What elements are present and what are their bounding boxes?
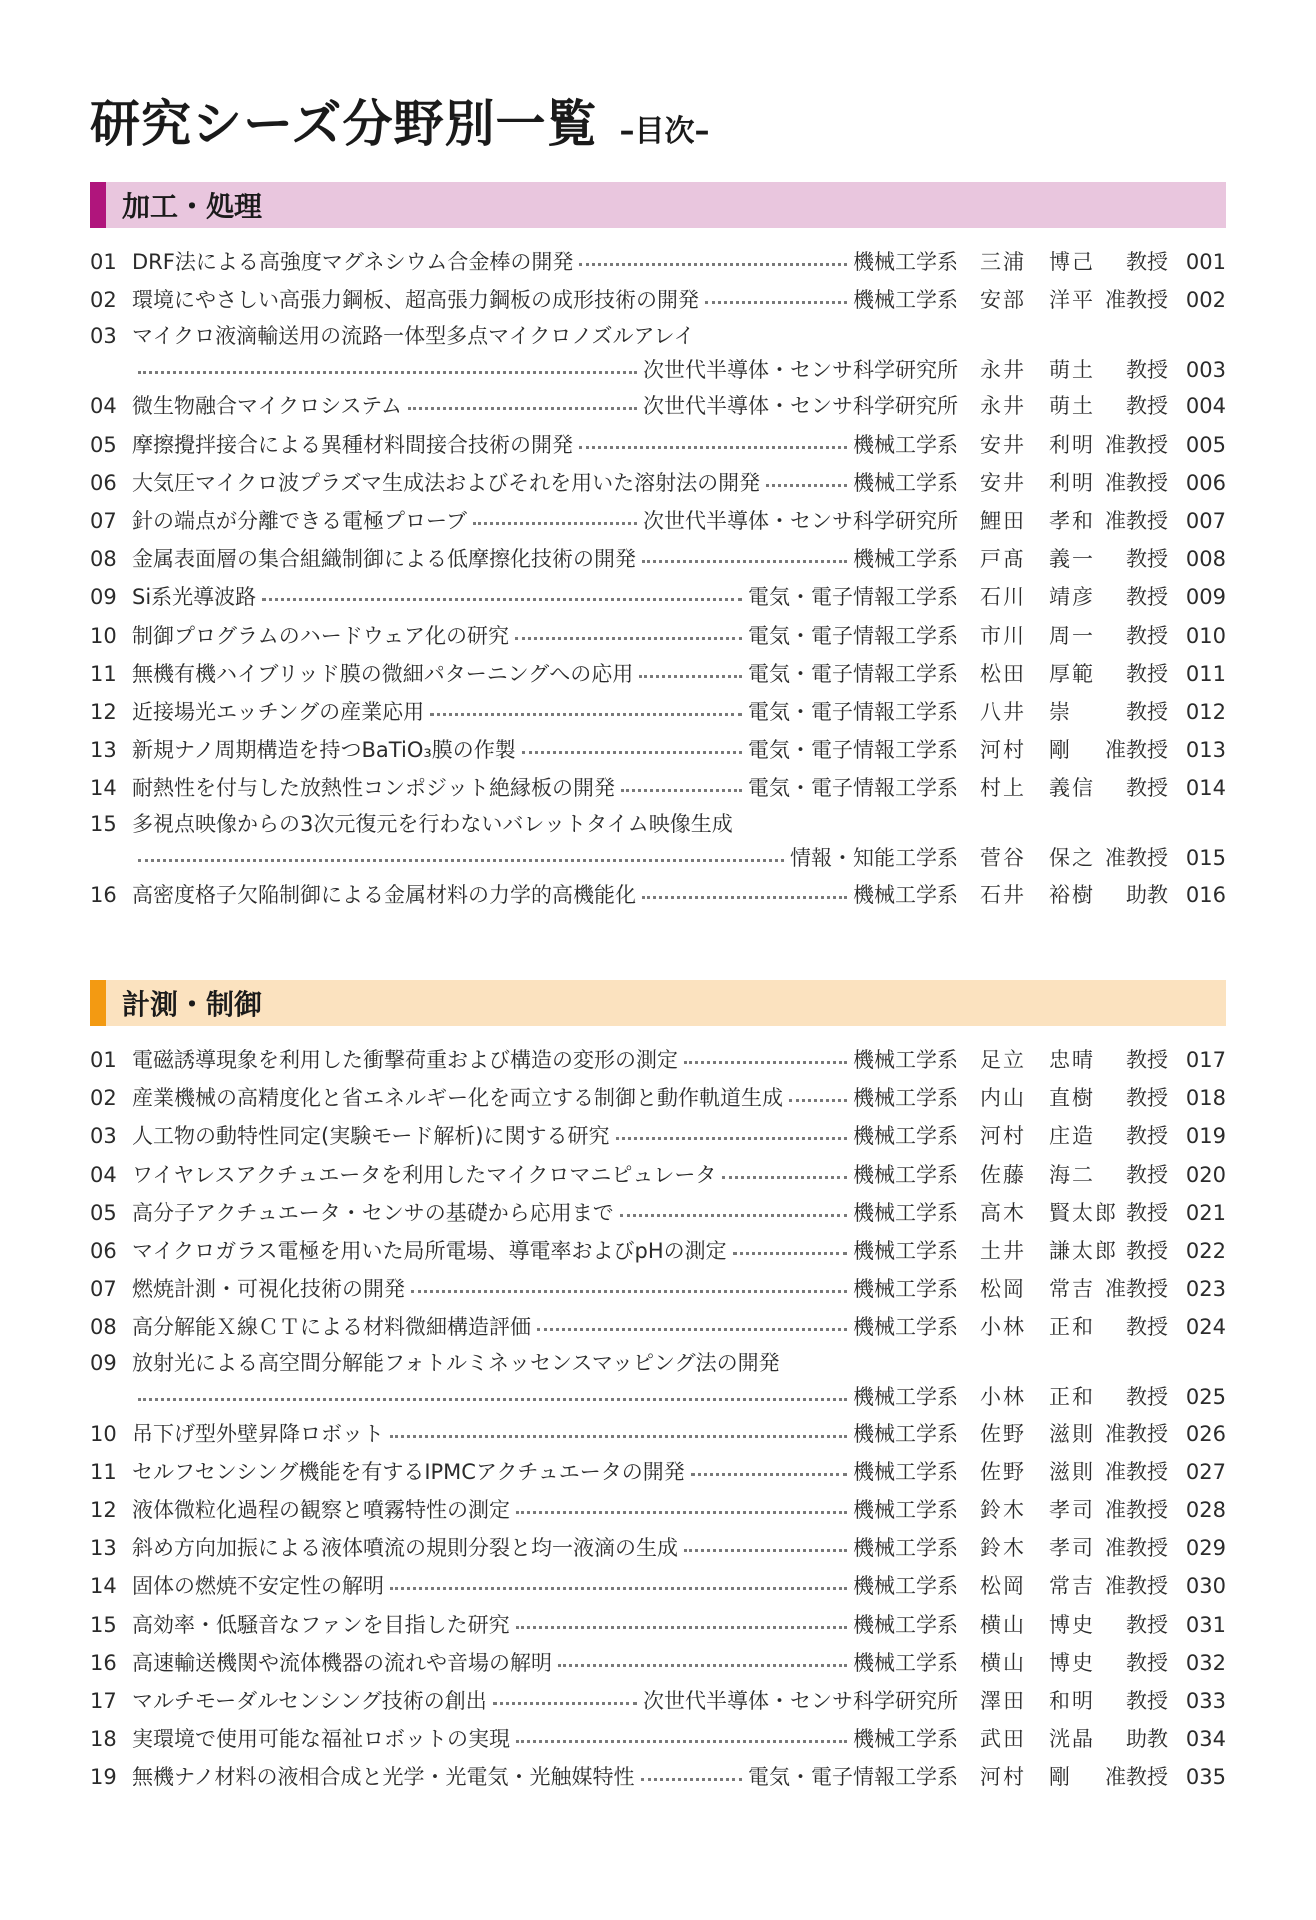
page-subtitle: –目次–: [619, 114, 710, 149]
entry-number: 14: [90, 1574, 117, 1599]
entry-number: 09: [90, 585, 117, 610]
entry-title: 高分解能Ｘ線ＣＴによる材料微細構造評価: [132, 1315, 531, 1340]
page-title: 研究シーズ分野別一覧: [90, 95, 598, 153]
entry-page-number: 034: [1185, 1727, 1226, 1752]
entry-page-number: 013: [1185, 738, 1226, 763]
entry-department: 機械工学系: [853, 1200, 958, 1225]
entry-researcher: 河村 剛: [980, 738, 1072, 763]
entry-detail-line: [90, 840, 1226, 875]
entry-position: 准教授: [1105, 1536, 1168, 1561]
section-accent-bar: [90, 182, 106, 228]
entry-number: 04: [90, 1162, 117, 1187]
toc-entry[interactable]: [90, 1347, 1226, 1415]
dot-leader: [408, 406, 637, 410]
dot-leader: [639, 674, 742, 678]
entry-number: 06: [90, 1239, 117, 1264]
entry-page-number: 002: [1185, 288, 1226, 313]
entry-department: 情報・知能工学系: [790, 845, 958, 870]
toc-entry[interactable]: [90, 1232, 1226, 1270]
toc-entry[interactable]: [90, 1194, 1226, 1232]
toc-entry[interactable]: [90, 1453, 1226, 1491]
entry-title: マルチモーダルセンシング技術の創出: [132, 1688, 487, 1713]
dot-leader: [616, 1136, 847, 1140]
entry-department: 機械工学系: [853, 1459, 958, 1484]
dot-leader: [537, 1327, 847, 1331]
entry-position: 教授: [1126, 1086, 1168, 1111]
entry-position: 教授: [1126, 1688, 1168, 1713]
entry-title: 多視点映像からの3次元復元を行わないバレットタイム映像生成: [132, 811, 733, 836]
entry-title: DRF法による高強度マグネシウム合金棒の開発: [132, 250, 574, 275]
entry-researcher: 松岡 常吉: [980, 1277, 1095, 1302]
entry-department: 機械工学系: [853, 1727, 958, 1752]
entry-title: 電磁誘導現象を利用した衝撃荷重および構造の変形の測定: [132, 1048, 678, 1073]
entry-researcher: 戸髙 義一: [980, 547, 1095, 572]
entry-title: 燃焼計測・可視化技術の開発: [132, 1277, 405, 1302]
entry-researcher: 鯉田 孝和: [980, 509, 1095, 534]
entry-researcher: 石井 裕樹: [980, 882, 1095, 907]
entry-page-number: 020: [1185, 1162, 1226, 1187]
toc-entry[interactable]: [90, 1605, 1226, 1643]
entry-department: 電気・電子情報工学系: [748, 1765, 958, 1790]
dot-leader: [789, 1098, 847, 1102]
dot-leader: [390, 1586, 847, 1590]
entry-title-line: [90, 319, 1226, 352]
entry-researcher: 佐藤 海二: [980, 1162, 1095, 1187]
entry-department: 機械工学系: [853, 1048, 958, 1073]
entry-department: 電気・電子情報工学系: [748, 585, 958, 610]
dot-leader: [493, 1701, 637, 1705]
entry-position: 准教授: [1105, 1765, 1168, 1790]
entry-page-number: 027: [1185, 1459, 1226, 1484]
toc-entry[interactable]: [90, 617, 1226, 655]
entry-researcher: 松岡 常吉: [980, 1574, 1095, 1599]
dot-leader: [766, 483, 847, 487]
entry-position: 准教授: [1105, 470, 1168, 495]
entry-number: 06: [90, 470, 117, 495]
dot-leader: [642, 895, 847, 899]
entry-position: 教授: [1126, 623, 1168, 648]
entry-page-number: 025: [1185, 1385, 1226, 1409]
entry-page-number: 005: [1185, 432, 1226, 457]
entry-position: 准教授: [1105, 432, 1168, 457]
entry-number: 10: [90, 1421, 117, 1446]
entry-researcher: 永井 萌土: [980, 357, 1095, 382]
entry-page-number: 012: [1185, 699, 1226, 724]
entry-department: 機械工学系: [853, 1162, 958, 1187]
dot-leader: [684, 1548, 847, 1552]
entry-position: 教授: [1126, 1650, 1168, 1675]
toc-entry[interactable]: [90, 243, 1226, 281]
entry-position: 准教授: [1105, 1459, 1168, 1484]
entry-number: 15: [90, 1612, 117, 1637]
section-measurement-control: [90, 980, 1226, 1796]
entry-department: 機械工学系: [853, 1650, 958, 1675]
entry-title-line: [90, 807, 1226, 840]
toc-entry[interactable]: [90, 1644, 1226, 1682]
entry-number: 01: [90, 250, 117, 275]
entry-department: 次世代半導体・センサ科学研究所: [643, 1688, 958, 1713]
toc-entry[interactable]: [90, 319, 1226, 387]
entry-position: 准教授: [1105, 1574, 1168, 1599]
entry-researcher: 土井 謙太郎: [980, 1239, 1118, 1264]
entry-position: 准教授: [1105, 845, 1168, 870]
toc-entry[interactable]: [90, 1117, 1226, 1155]
entry-researcher: 石川 靖彦: [980, 585, 1095, 610]
entry-title: 放射光による高空間分解能フォトルミネッセンスマッピング法の開発: [132, 1351, 780, 1375]
entry-title: 新規ナノ周期構造を持つBaTiO₃膜の作製: [132, 738, 516, 763]
entry-researcher: 河村 庄造: [980, 1124, 1095, 1149]
entry-researcher: 松田 厚範: [980, 661, 1095, 686]
entry-position: 准教授: [1105, 509, 1168, 534]
entry-department: 機械工学系: [853, 1421, 958, 1446]
entry-researcher: 安井 利明: [980, 432, 1095, 457]
dot-leader: [516, 1510, 847, 1514]
entry-detail-line: [90, 352, 1226, 387]
entry-title: 高効率・低騒音なファンを目指した研究: [132, 1612, 510, 1637]
entry-position: 教授: [1126, 1048, 1168, 1073]
entry-page-number: 016: [1185, 882, 1226, 907]
entry-researcher: 永井 萌土: [980, 394, 1095, 419]
entry-title: 斜め方向加振による液体噴流の規則分裂と均一液滴の生成: [132, 1536, 678, 1561]
toc-entry[interactable]: [90, 807, 1226, 875]
entry-number: 11: [90, 661, 117, 686]
toc-entry[interactable]: [90, 387, 1226, 425]
entry-page-number: 014: [1185, 776, 1226, 801]
entry-title: 環境にやさしい高張力鋼板、超高張力鋼板の成形技術の開発: [132, 288, 699, 313]
entry-department: 電気・電子情報工学系: [748, 776, 958, 801]
section-header: [90, 182, 1226, 228]
entry-department: 機械工学系: [853, 1536, 958, 1561]
entry-title: 人工物の動特性同定(実験モード解析)に関する研究: [132, 1124, 610, 1149]
entry-researcher: 武田 洸晶: [980, 1727, 1095, 1752]
entry-position: 教授: [1126, 1612, 1168, 1637]
entry-number: 04: [90, 394, 117, 419]
entry-position: 准教授: [1105, 738, 1168, 763]
entry-number: 16: [90, 882, 117, 907]
dot-leader: [620, 1213, 847, 1217]
entry-page-number: 017: [1185, 1048, 1226, 1073]
entry-researcher: 足立 忠晴: [980, 1048, 1095, 1073]
entry-position: 助教: [1126, 1727, 1168, 1752]
entry-page-number: 035: [1185, 1765, 1226, 1790]
entry-position: 教授: [1126, 1200, 1168, 1225]
dot-leader: [473, 521, 637, 525]
entry-position: 教授: [1126, 1124, 1168, 1149]
entry-number: 05: [90, 432, 117, 457]
entry-position: 教授: [1126, 357, 1168, 382]
toc-entry[interactable]: [90, 875, 1226, 913]
entry-department: 機械工学系: [853, 1124, 958, 1149]
entry-researcher: 村上 義信: [980, 776, 1095, 801]
entry-page-number: 009: [1185, 585, 1226, 610]
entry-title: 液体微粒化過程の観察と噴霧特性の測定: [132, 1497, 510, 1522]
page-header: [90, 84, 710, 156]
entry-page-number: 022: [1185, 1239, 1226, 1264]
toc-entry[interactable]: [90, 1529, 1226, 1567]
entry-position: 教授: [1126, 547, 1168, 572]
dot-leader: [579, 262, 847, 266]
dot-leader: [411, 1289, 847, 1293]
entry-title: 産業機械の高精度化と省エネルギー化を両立する制御と動作軌道生成: [132, 1086, 783, 1111]
entry-position: 教授: [1126, 394, 1168, 419]
dot-leader: [641, 1777, 742, 1781]
entry-department: 次世代半導体・センサ科学研究所: [643, 509, 958, 534]
entry-researcher: 鈴木 孝司: [980, 1536, 1095, 1561]
entry-number: 08: [90, 1315, 117, 1340]
entry-title: 摩擦攪拌接合による異種材料間接合技術の開発: [132, 432, 573, 457]
dot-leader: [642, 559, 847, 563]
entry-number: 02: [90, 288, 117, 313]
entry-position: 准教授: [1105, 1421, 1168, 1446]
entry-title: 微生物融合マイクロシステム: [132, 394, 403, 419]
entry-page-number: 026: [1185, 1421, 1226, 1446]
entry-page-number: 001: [1185, 250, 1226, 275]
entry-department: 機械工学系: [853, 1315, 958, 1340]
entry-title: マイクロ液滴輸送用の流路一体型多点マイクロノズルアレイ: [132, 323, 695, 348]
entry-position: 教授: [1126, 1315, 1168, 1340]
dot-leader: [138, 1397, 847, 1401]
entry-department: 機械工学系: [853, 250, 958, 275]
entry-title: 固体の燃焼不安定性の解明: [132, 1574, 384, 1599]
entry-number: 07: [90, 509, 117, 534]
entry-position: 准教授: [1105, 1497, 1168, 1522]
dot-leader: [262, 597, 742, 601]
entry-number: 05: [90, 1200, 117, 1225]
entry-page-number: 028: [1185, 1497, 1226, 1522]
entry-title: 制御プログラムのハードウェア化の研究: [132, 623, 509, 648]
dot-leader: [390, 1434, 847, 1438]
entry-researcher: 菅谷 保之: [980, 845, 1095, 870]
entry-title-line: [90, 1347, 1226, 1380]
entry-number: 08: [90, 547, 117, 572]
entry-number: 11: [90, 1459, 117, 1484]
dot-leader: [733, 1251, 847, 1255]
entry-department: 機械工学系: [853, 1277, 958, 1302]
section-title: 加工・処理: [122, 190, 263, 223]
toc-entry[interactable]: [90, 1567, 1226, 1605]
entry-title: 高分子アクチュエータ・センサの基礎から応用まで: [132, 1200, 614, 1225]
entry-page-number: 007: [1185, 509, 1226, 534]
toc-entry[interactable]: [90, 1758, 1226, 1796]
entry-number: 10: [90, 623, 117, 648]
entry-title: 大気圧マイクロ波プラズマ生成法およびそれを用いた溶射法の開発: [132, 470, 761, 495]
entry-department: 機械工学系: [853, 1086, 958, 1111]
entry-position: 教授: [1126, 1385, 1168, 1409]
dot-leader: [558, 1663, 847, 1667]
entry-position: 助教: [1126, 882, 1168, 907]
entry-researcher: 河村 剛: [980, 1765, 1072, 1790]
entry-department: 機械工学系: [853, 1385, 958, 1409]
entry-number: 18: [90, 1727, 117, 1752]
entry-department: 電気・電子情報工学系: [748, 661, 958, 686]
entry-position: 教授: [1126, 699, 1168, 724]
entry-page-number: 003: [1185, 357, 1226, 382]
entry-page-number: 024: [1185, 1315, 1226, 1340]
entry-number: 19: [90, 1765, 117, 1790]
dot-leader: [684, 1060, 847, 1064]
entry-list: [90, 243, 1226, 914]
toc-entry[interactable]: [90, 1270, 1226, 1308]
toc-entry[interactable]: [90, 731, 1226, 769]
entry-researcher: 澤田 和明: [980, 1688, 1095, 1713]
entry-position: 教授: [1126, 585, 1168, 610]
dot-leader: [705, 300, 847, 304]
entry-department: 機械工学系: [853, 1497, 958, 1522]
entry-title: 高密度格子欠陥制御による金属材料の力学的高機能化: [132, 882, 636, 907]
entry-department: 機械工学系: [853, 432, 958, 457]
toc-entry[interactable]: [90, 464, 1226, 502]
entry-researcher: 市川 周一: [980, 623, 1095, 648]
entry-researcher: 高木 賢太郎: [980, 1200, 1118, 1225]
entry-page-number: 008: [1185, 547, 1226, 572]
entry-position: 教授: [1126, 661, 1168, 686]
entry-title: 実環境で使用可能な福祉ロボットの実現: [132, 1727, 510, 1752]
toc-entry[interactable]: [90, 578, 1226, 616]
entry-page-number: 033: [1185, 1688, 1226, 1713]
toc-entry[interactable]: [90, 540, 1226, 578]
entry-title: セルフセンシング機能を有するIPMCアクチュエータの開発: [132, 1459, 685, 1484]
entry-position: 教授: [1126, 1239, 1168, 1264]
entry-page-number: 023: [1185, 1277, 1226, 1302]
toc-entry[interactable]: [90, 1415, 1226, 1453]
dot-leader: [138, 370, 637, 374]
entry-researcher: 佐野 滋則: [980, 1421, 1095, 1446]
entry-page-number: 030: [1185, 1574, 1226, 1599]
entry-position: 准教授: [1105, 288, 1168, 313]
entry-number: 01: [90, 1048, 117, 1073]
entry-number: 16: [90, 1650, 117, 1675]
entry-page-number: 029: [1185, 1536, 1226, 1561]
entry-department: 次世代半導体・センサ科学研究所: [643, 394, 958, 419]
entry-title: 近接場光エッチングの産業応用: [132, 699, 425, 724]
entry-department: 電気・電子情報工学系: [748, 623, 958, 648]
entry-page-number: 018: [1185, 1086, 1226, 1111]
entry-page-number: 021: [1185, 1200, 1226, 1225]
entry-researcher: 内山 直樹: [980, 1086, 1095, 1111]
entry-researcher: 横山 博史: [980, 1612, 1095, 1637]
entry-title: 耐熱性を付与した放熱性コンポジット絶縁板の開発: [132, 776, 615, 801]
entry-list: [90, 1041, 1226, 1796]
entry-number: 03: [90, 1124, 117, 1149]
entry-number: 09: [90, 1351, 117, 1375]
entry-title: ワイヤレスアクチュエータを利用したマイクロマニピュレータ: [132, 1162, 717, 1187]
toc-entry[interactable]: [90, 1156, 1226, 1194]
entry-number: 07: [90, 1277, 117, 1302]
entry-researcher: 三浦 博己: [980, 250, 1095, 275]
entry-number: 13: [90, 738, 117, 763]
dot-leader: [522, 750, 742, 754]
toc-entry[interactable]: [90, 769, 1226, 807]
toc-entry[interactable]: [90, 1682, 1226, 1720]
toc-entry[interactable]: [90, 693, 1226, 731]
toc-entry[interactable]: [90, 1079, 1226, 1117]
entry-title: 吊下げ型外壁昇降ロボット: [132, 1421, 384, 1446]
entry-title: 無機有機ハイブリッド膜の微細パターニングへの応用: [132, 661, 634, 686]
dot-leader: [722, 1175, 847, 1179]
entry-position: 教授: [1126, 776, 1168, 801]
entry-researcher: 小林 正和: [980, 1315, 1095, 1340]
dot-leader: [430, 712, 742, 716]
entry-researcher: 佐野 滋則: [980, 1459, 1095, 1484]
entry-detail-line: [90, 1380, 1226, 1415]
dot-leader: [691, 1472, 847, 1476]
entry-title: マイクロガラス電極を用いた局所電場、導電率およびpHの測定: [132, 1239, 727, 1264]
entry-department: 電気・電子情報工学系: [748, 699, 958, 724]
section-header: [90, 980, 1226, 1026]
entry-number: 15: [90, 811, 117, 836]
entry-department: 電気・電子情報工学系: [748, 738, 958, 763]
section-accent-bar: [90, 980, 106, 1026]
entry-department: 機械工学系: [853, 1239, 958, 1264]
entry-page-number: 031: [1185, 1612, 1226, 1637]
entry-number: 02: [90, 1086, 117, 1111]
toc-entry[interactable]: [90, 1720, 1226, 1758]
toc-entry[interactable]: [90, 1041, 1226, 1079]
dot-leader: [515, 636, 742, 640]
entry-title: Si系光導波路: [132, 585, 257, 610]
entry-researcher: 横山 博史: [980, 1650, 1095, 1675]
toc-entry[interactable]: [90, 426, 1226, 464]
dot-leader: [516, 1625, 847, 1629]
toc-entry[interactable]: [90, 1491, 1226, 1529]
entry-department: 機械工学系: [853, 470, 958, 495]
entry-department: 機械工学系: [853, 1574, 958, 1599]
dot-leader: [516, 1739, 847, 1743]
entry-title: 針の端点が分離できる電極プローブ: [132, 509, 467, 534]
entry-number: 12: [90, 1497, 117, 1522]
entry-title: 高速輸送機関や流体機器の流れや音場の解明: [132, 1650, 552, 1675]
entry-department: 機械工学系: [853, 547, 958, 572]
entry-researcher: 八井 崇: [980, 699, 1072, 724]
entry-department: 機械工学系: [853, 882, 958, 907]
section-processing: [90, 182, 1226, 914]
entry-researcher: 鈴木 孝司: [980, 1497, 1095, 1522]
entry-page-number: 004: [1185, 394, 1226, 419]
toc-entry[interactable]: [90, 281, 1226, 319]
toc-entry[interactable]: [90, 655, 1226, 693]
entry-number: 17: [90, 1688, 117, 1713]
dot-leader: [621, 788, 742, 792]
toc-entry[interactable]: [90, 502, 1226, 540]
entry-page-number: 011: [1185, 661, 1226, 686]
entry-researcher: 安部 洋平: [980, 288, 1095, 313]
entry-position: 教授: [1126, 250, 1168, 275]
entry-page-number: 015: [1185, 845, 1226, 870]
dot-leader: [579, 445, 847, 449]
entry-department: 機械工学系: [853, 288, 958, 313]
entry-researcher: 安井 利明: [980, 470, 1095, 495]
entry-position: 教授: [1126, 1162, 1168, 1187]
section-title: 計測・制御: [122, 988, 263, 1021]
entry-researcher: 小林 正和: [980, 1385, 1095, 1409]
entry-page-number: 032: [1185, 1650, 1226, 1675]
entry-number: 12: [90, 699, 117, 724]
entry-number: 03: [90, 323, 117, 348]
entry-page-number: 010: [1185, 623, 1226, 648]
entry-title: 無機ナノ材料の液相合成と光学・光電気・光触媒特性: [132, 1765, 635, 1790]
entry-number: 13: [90, 1536, 117, 1561]
entry-number: 14: [90, 776, 117, 801]
toc-entry[interactable]: [90, 1308, 1226, 1346]
entry-department: 機械工学系: [853, 1612, 958, 1637]
entry-page-number: 006: [1185, 470, 1226, 495]
entry-page-number: 019: [1185, 1124, 1226, 1149]
dot-leader: [138, 858, 784, 862]
entry-title: 金属表面層の集合組織制御による低摩擦化技術の開発: [132, 547, 636, 572]
entry-position: 准教授: [1105, 1277, 1168, 1302]
entry-department: 次世代半導体・センサ科学研究所: [643, 357, 958, 382]
